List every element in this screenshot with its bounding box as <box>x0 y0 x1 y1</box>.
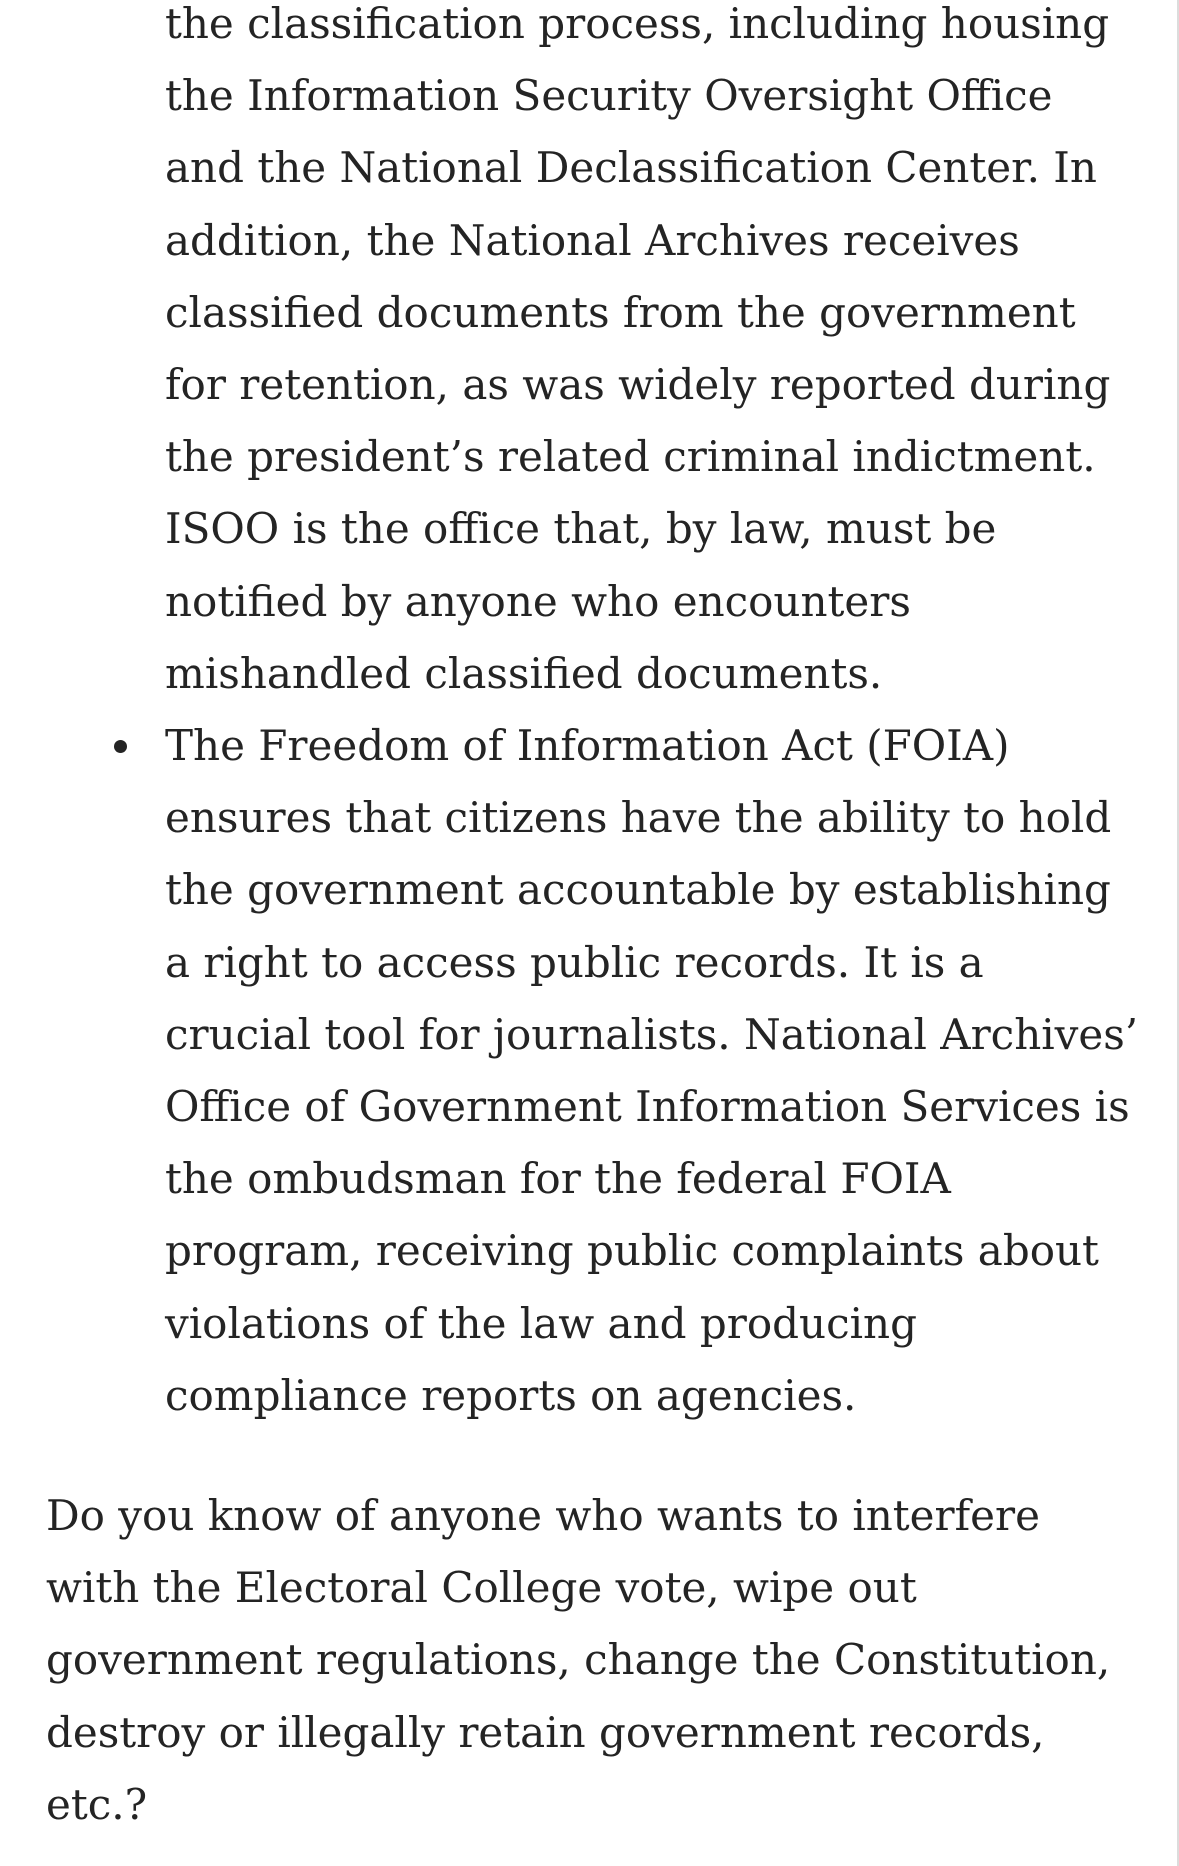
list-item-foia <box>0 710 1170 1432</box>
closing-paragraph: Do you know of anyone who wants to interfere with the Electoral College vote, wipe out government regulations, change the Constitution, destroy or illegally retain government records, etc.? <box>46 1491 1111 1829</box>
list-item-text: the classification process, including housing the Information Security Oversight Office and the National Declassification Center. In addition, the National Archives receives classified documents from the government for retention, as was widely reported during the president’s related criminal indictment. ISOO is the office that, by law, must be notified by anyone who encounters mishandled classified documents. <box>165 0 1111 698</box>
bullet-icon <box>114 740 127 753</box>
list-item-text: The Freedom of Information Act (FOIA) ensures that citizens have the ability to hold the government accountable by establishing a right to access public records. It is a crucial tool for journalists. National Archives’ Office of Government Information Services is the ombudsman for the federal FOIA program, receiving public complaints about violations of the law and producing compliance reports on agencies. <box>165 721 1139 1420</box>
list-item-continued <box>0 0 1170 710</box>
